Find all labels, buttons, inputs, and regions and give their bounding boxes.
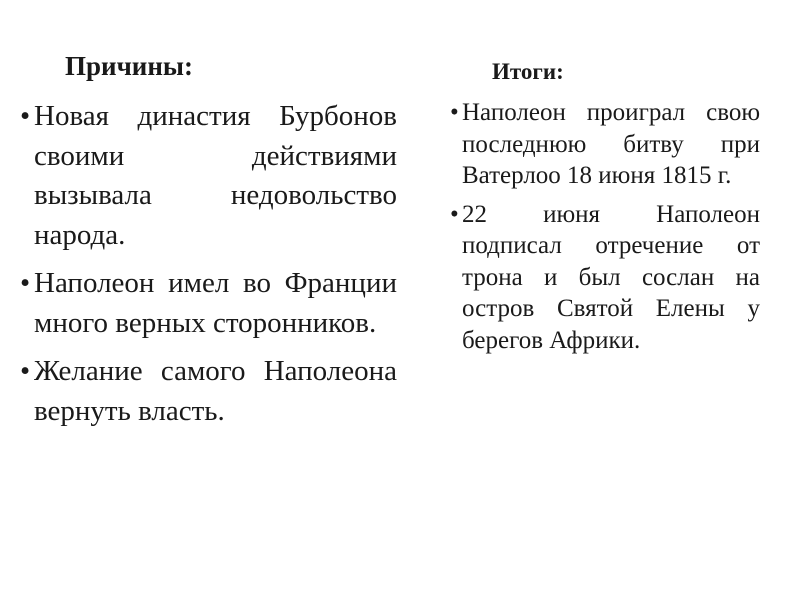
result-text: Наполеон проиграл свою последнюю битву при Ватерлоо 18 июня 1815 г. <box>462 99 760 189</box>
bullet-icon: • <box>20 100 31 132</box>
list-item <box>20 352 397 431</box>
list-item <box>450 97 760 192</box>
results-title: Итоги: <box>492 59 564 84</box>
cause-text: Новая династия Бурбонов своими действиями вызывала недовольство народа. <box>34 100 397 251</box>
cause-text: Желание самого Наполеона вернуть власть. <box>34 355 397 427</box>
bullet-icon: • <box>450 99 459 126</box>
results-list <box>450 97 760 363</box>
result-text: 22 июня Наполеон подписал отречение от трона и был сослан на остров Святой Елены у берегов Африки. <box>462 200 760 354</box>
list-item <box>20 264 397 343</box>
causes-list <box>20 97 397 440</box>
cause-text: Наполеон имел во Франции много верных сторонников. <box>34 267 397 339</box>
bullet-icon: • <box>450 200 459 228</box>
list-item <box>20 97 397 255</box>
list-item <box>450 199 760 357</box>
causes-title: Причины: <box>65 51 193 81</box>
bullet-icon: • <box>20 267 31 299</box>
bullet-icon: • <box>20 355 31 387</box>
